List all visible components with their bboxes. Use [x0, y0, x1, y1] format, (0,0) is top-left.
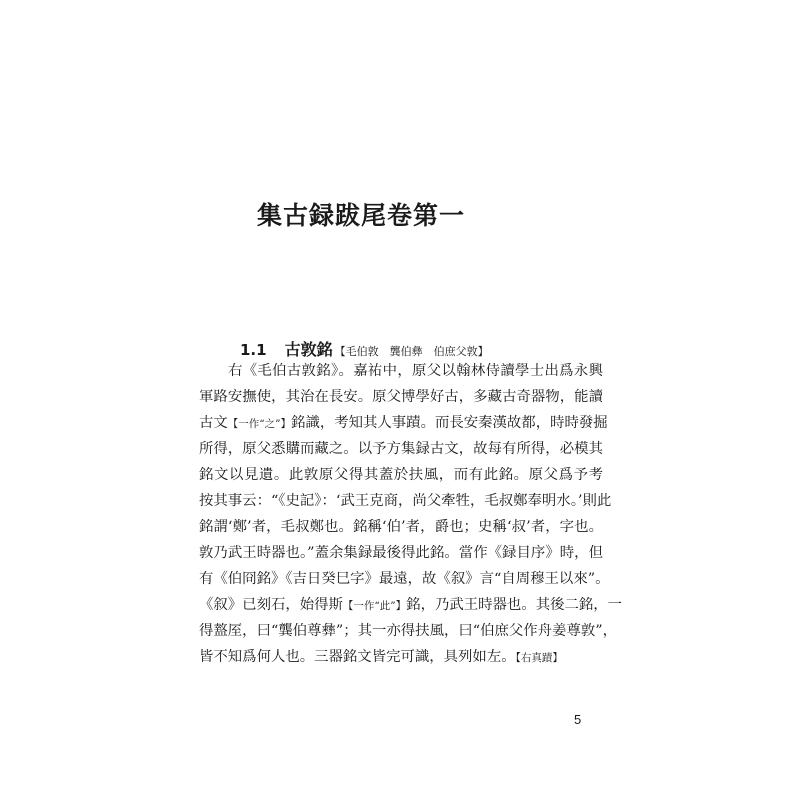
text-line [199, 488, 612, 514]
body-paragraph [199, 358, 623, 670]
text-segment: 銘謂‘鄭’者，毛叔鄭也。銘稱‘伯’者，爵也；史稱‘叔’者，字也。 [199, 519, 603, 535]
chapter-title: 集古録跋尾卷第一 [256, 201, 465, 230]
text-segment: 《叙》已刻石，始得斯 [199, 597, 343, 613]
section-heading [240, 337, 489, 360]
section-subtitle: 【毛伯敦 龔伯彝 伯庶父敦】 [334, 345, 489, 358]
annotation-note: 【一作“此”】 [342, 600, 407, 612]
text-segment: 敦乃武王時器也。”蓋余集録最後得此銘。當作《録目序》時，但 [199, 545, 603, 561]
text-segment: 古文 [199, 415, 228, 431]
text-line [199, 410, 608, 436]
text-segment: 軍路安撫使，其治在長安。原父博學好古，多藏古奇器物，能讀 [199, 389, 603, 405]
section-number: 1.1 [240, 341, 267, 359]
text-line [199, 462, 603, 488]
text-segment: 按其事云：“《史記》：‘武王克商，尚父牽牲，毛叔鄭奉明水。’則此 [199, 493, 612, 509]
page-number: 5 [574, 712, 582, 727]
text-line [199, 514, 603, 540]
text-line [199, 618, 617, 644]
text-segment: 有《伯冏銘》《吉日癸巳字》最遠，故《叙》言“自周穆王以來”。 [199, 571, 610, 587]
annotation-note: 【右真蹟】 [515, 652, 563, 664]
text-line [199, 436, 603, 462]
text-segment: 銘文以見遺。此敦原父得其蓋於扶風，而有此銘。原父爲予考 [199, 467, 603, 483]
text-line [199, 384, 603, 410]
section-title: 古敦銘 [284, 340, 333, 359]
text-line [199, 644, 603, 670]
text-segment: 皆不知爲何人也。三器銘文皆完可識，具列如左。 [199, 649, 516, 665]
text-line [199, 566, 610, 592]
text-segment: 得盩厔，曰“龔伯尊彝”；其一亦得扶風，曰“伯庶父作舟姜尊敦”， [199, 623, 617, 639]
text-segment: 所得，原父悉購而藏之。以予方集録古文，故每有所得，必模其 [199, 441, 603, 457]
text-line [199, 540, 603, 566]
text-line [199, 592, 623, 618]
text-segment: 銘識，考知其人事蹟。而長安秦漢故都，時時發掘 [291, 415, 608, 431]
annotation-note: 【一作“之”】 [227, 418, 292, 430]
text-segment: 銘，乃武王時器也。其後二銘，一 [406, 597, 623, 613]
text-line [199, 358, 603, 384]
text-segment: 右《毛伯古敦銘》。嘉祐中，原父以翰林侍讀學士出爲永興 [228, 363, 603, 379]
